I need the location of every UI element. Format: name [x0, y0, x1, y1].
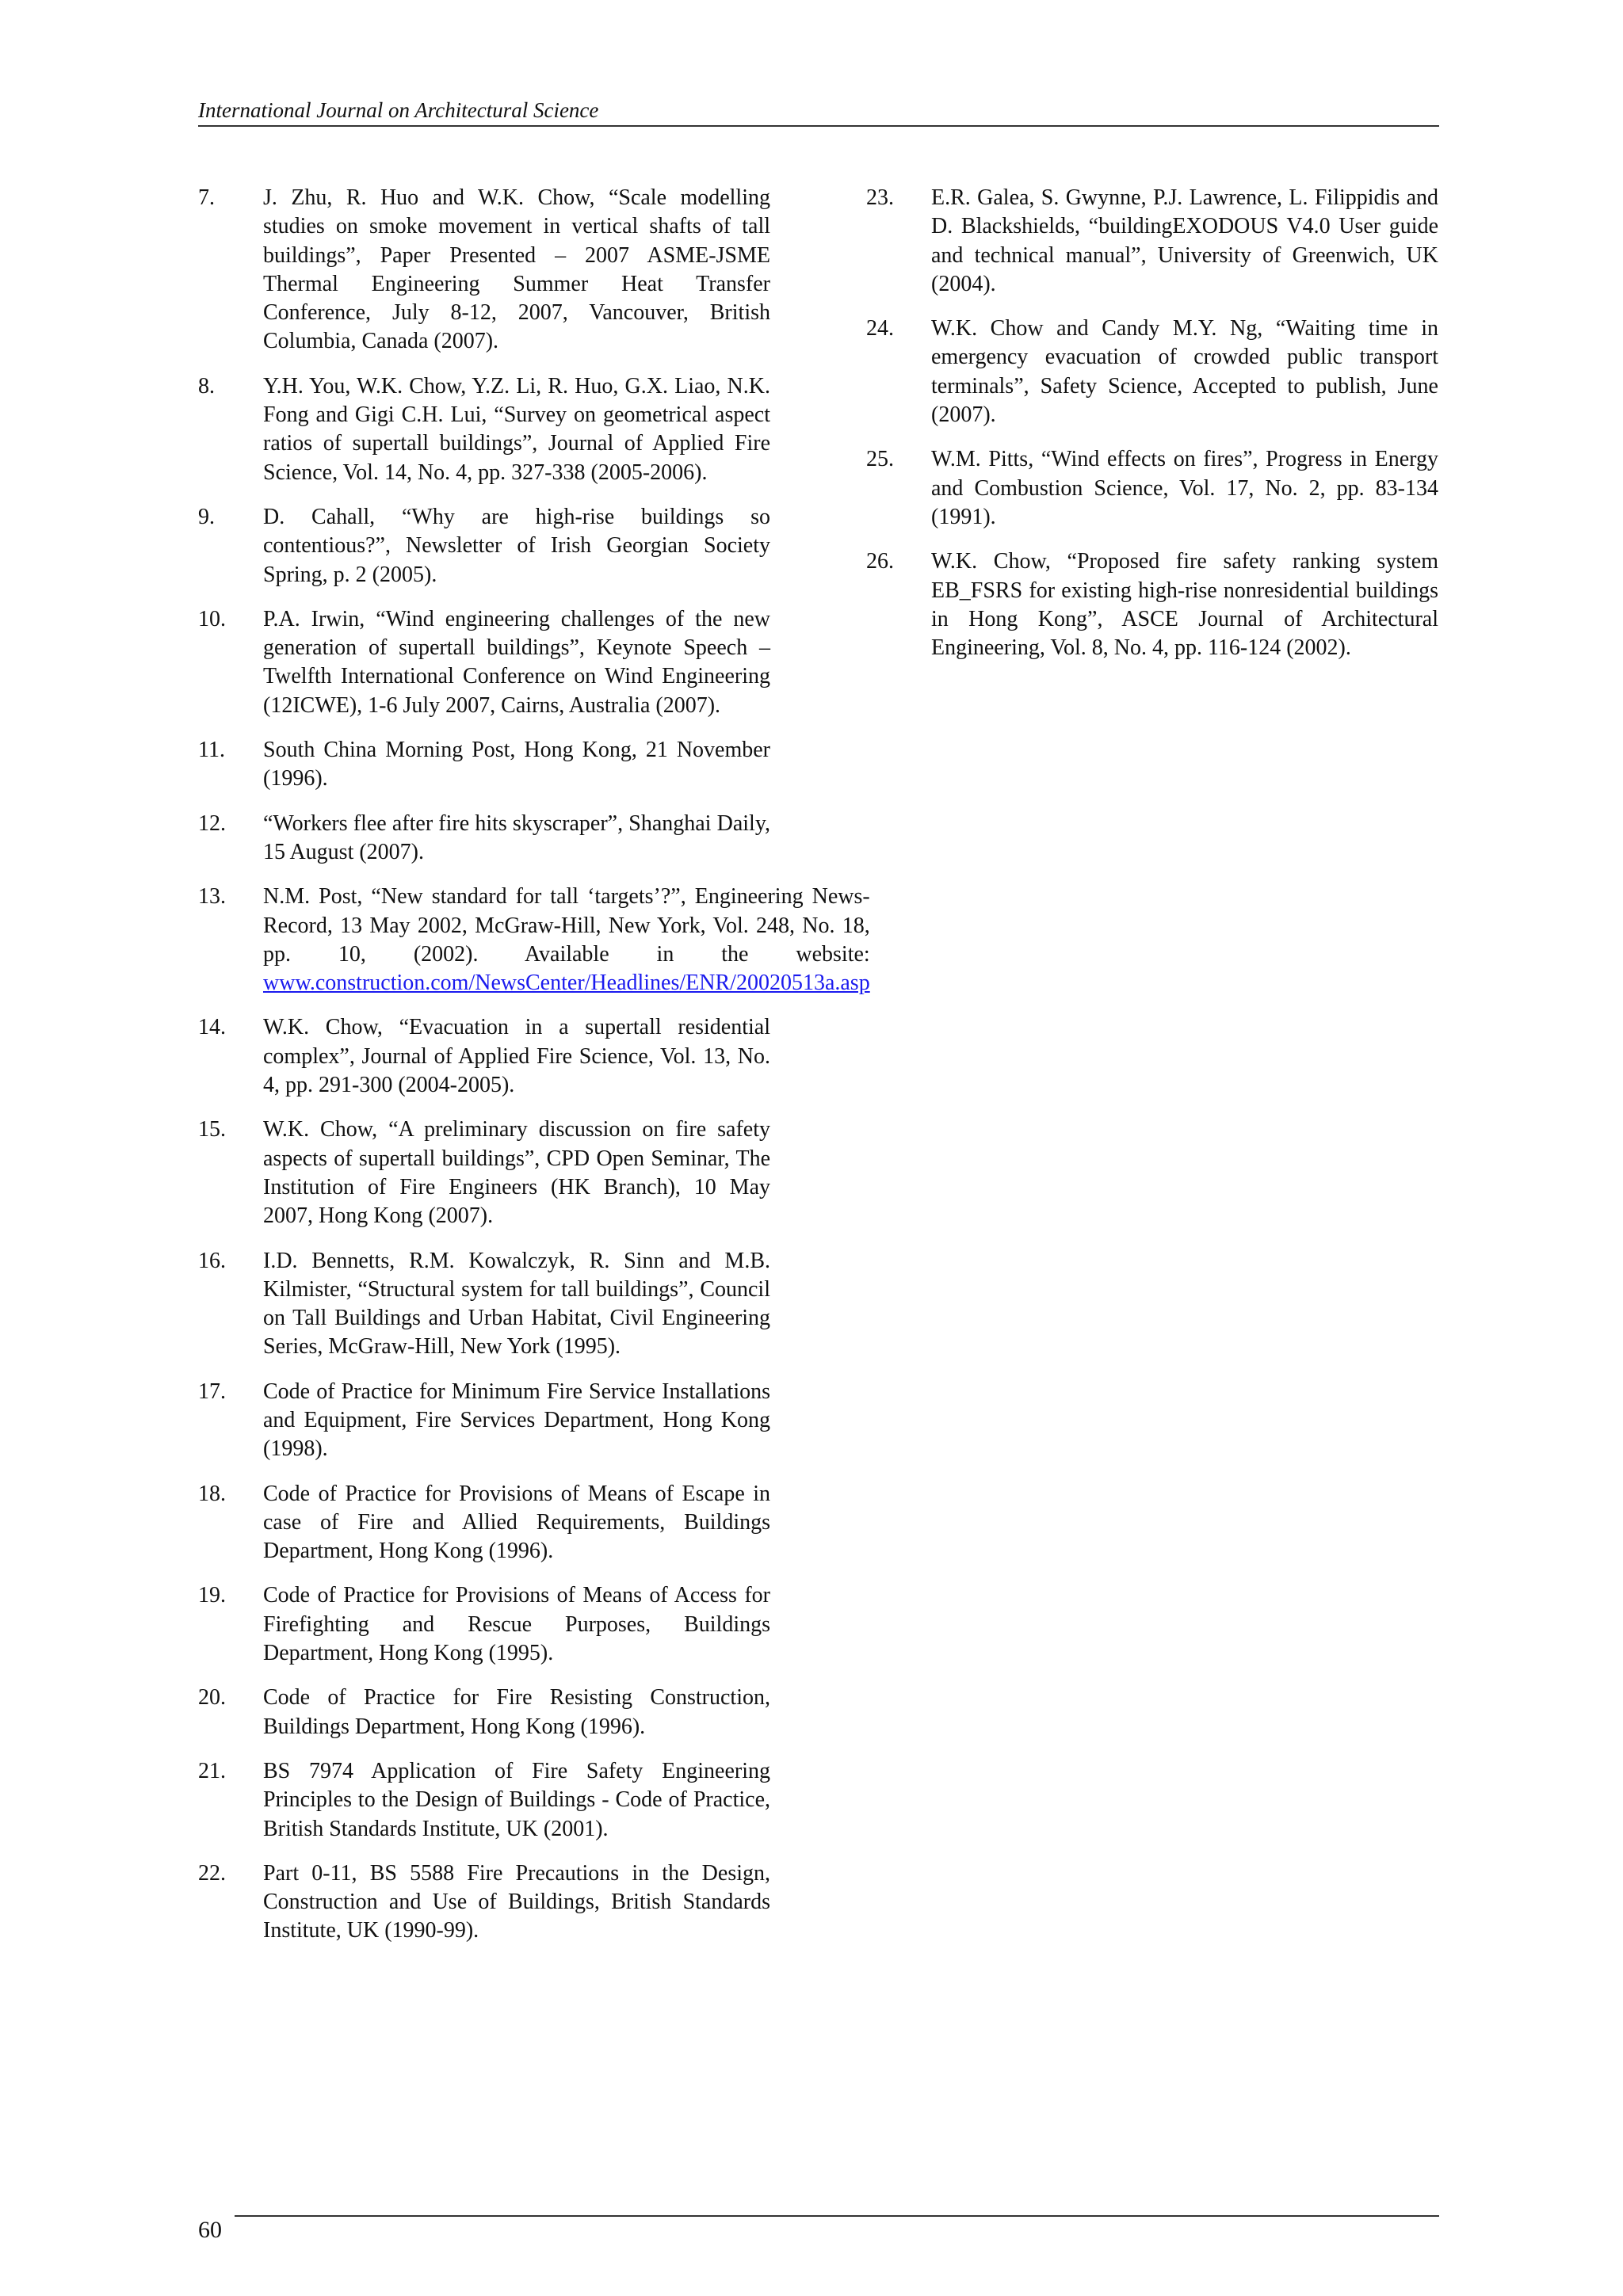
reference-text — [263, 883, 870, 997]
page-number: 60 — [198, 2217, 222, 2243]
journal-title: International Journal on Architectural Science — [198, 98, 599, 122]
reference-number: 23. — [866, 185, 894, 210]
reference-number: 20. — [198, 1685, 226, 1711]
reference-item-11 — [198, 736, 770, 794]
references-column-right — [866, 184, 1438, 678]
reference-text: Code of Practice for Provisions of Means of Escape in case of Fire and Allied Requirements, Buildings Department, Hong Kong (1996). — [263, 1481, 770, 1564]
reference-item-24 — [866, 315, 1438, 429]
reference-text: Code of Practice for Fire Resisting Construction, Buildings Department, Hong Kong (1996). — [263, 1685, 770, 1739]
reference-text: BS 7974 Application of Fire Safety Engineering Principles to the Design of Buildings - Code of Practice, British Standards Institute, UK (2001). — [263, 1758, 770, 1841]
reference-number: 12. — [198, 810, 226, 836]
reference-text: W.M. Pitts, “Wind effects on fires”, Progress in Energy and Combustion Science, Vol. 17, No. 2, pp. 83-134 (1991). — [931, 447, 1438, 529]
references-column-left — [198, 184, 870, 1962]
reference-number: 19. — [198, 1583, 226, 1608]
reference-number: 24. — [866, 316, 894, 341]
reference-text: “Workers flee after fire hits skyscraper”, Shanghai Daily, 15 August (2007). — [263, 810, 770, 864]
reference-item-16 — [198, 1247, 770, 1362]
reference-item-8 — [198, 372, 770, 487]
reference-number: 9. — [198, 504, 215, 529]
reference-number: 10. — [198, 606, 226, 631]
reference-number: 17. — [198, 1379, 226, 1404]
reference-text-body: N.M. Post, “New standard for tall ‘targets’?”, Engineering News-Record, 13 May 2002, McGraw-Hill, New York, Vol. 248, No. 18, pp. 10, (2002). Available in the website: — [263, 884, 870, 967]
reference-item-21 — [198, 1757, 770, 1844]
reference-text: I.D. Bennetts, R.M. Kowalczyk, R. Sinn and M.B. Kilmister, “Structural system for tall buildings”, Council on Tall Buildings and Urban Habitat, Civil Engineering Series, McGraw-Hill, New York (1995). — [263, 1248, 770, 1360]
reference-text: Y.H. You, W.K. Chow, Y.Z. Li, R. Huo, G.X. Liao, N.K. Fong and Gigi C.H. Lui, “Survey on geometrical aspect ratios of supertall buildings”, Journal of Applied Fire Science, Vol. 14, No. 4, pp. 327-338 (2005-2006). — [263, 373, 770, 485]
reference-number: 26. — [866, 549, 894, 574]
reference-number: 11. — [198, 738, 225, 763]
reference-number: 21. — [198, 1758, 226, 1783]
reference-item-23 — [866, 184, 1438, 299]
reference-number: 25. — [866, 447, 894, 472]
reference-text: South China Morning Post, Hong Kong, 21 November (1996). — [263, 738, 770, 791]
reference-text: D. Cahall, “Why are high-rise buildings so contentious?”, Newsletter of Irish Georgian Society Spring, p. 2 (2005). — [263, 504, 770, 587]
reference-text: W.K. Chow, “Proposed fire safety ranking system EB_FSRS for existing high-rise nonresidential buildings in Hong Kong”, ASCE Journal of Architectural Engineering, Vol. 8, No. 4, pp. 116-124 (2002). — [931, 549, 1438, 661]
reference-item-13 — [198, 883, 870, 997]
reference-item-15 — [198, 1116, 770, 1230]
reference-number: 18. — [198, 1481, 226, 1506]
reference-item-25 — [866, 445, 1438, 532]
reference-item-18 — [198, 1480, 770, 1566]
reference-number: 13. — [198, 884, 226, 910]
footer-rule — [235, 2215, 1439, 2217]
reference-text: Code of Practice for Minimum Fire Service Installations and Equipment, Fire Services Department, Hong Kong (1998). — [263, 1379, 770, 1462]
reference-item-10 — [198, 605, 770, 720]
reference-item-12 — [198, 810, 770, 868]
reference-item-14 — [198, 1013, 770, 1100]
reference-number: 16. — [198, 1248, 226, 1273]
reference-number: 7. — [198, 185, 215, 210]
reference-number: 22. — [198, 1860, 226, 1886]
reference-text: Code of Practice for Provisions of Means of Access for Firefighting and Rescue Purposes, Buildings Department, Hong Kong (1995). — [263, 1583, 770, 1666]
reference-item-22 — [198, 1859, 770, 1946]
reference-text: Part 0-11, BS 5588 Fire Precautions in the Design, Construction and Use of Buildings, British Standards Institute, UK (1990-99). — [263, 1860, 770, 1943]
reference-text: P.A. Irwin, “Wind engineering challenges of the new generation of supertall buildings”, Keynote Speech – Twelfth International Conference on Wind Engineering (12ICWE), 1-6 July 2007, Cairns, Australia (2007). — [263, 606, 770, 718]
reference-text: W.K. Chow and Candy M.Y. Ng, “Waiting time in emergency evacuation of crowded public transport terminals”, Safety Science, Accepted to publish, June (2007). — [931, 316, 1438, 428]
reference-item-17 — [198, 1378, 770, 1464]
reference-item-19 — [198, 1581, 770, 1668]
reference-item-7 — [198, 184, 770, 357]
reference-item-9 — [198, 503, 770, 589]
reference-item-26 — [866, 547, 1438, 662]
reference-number: 15. — [198, 1117, 226, 1142]
reference-number: 14. — [198, 1015, 226, 1040]
reference-text: E.R. Galea, S. Gwynne, P.J. Lawrence, L. Filippidis and D. Blackshields, “buildingEXODOUS V4.0 User guide and technical manual”, University of Greenwich, UK (2004). — [931, 185, 1438, 296]
reference-text: J. Zhu, R. Huo and W.K. Chow, “Scale modelling studies on smoke movement in vertical shafts of tall buildings”, Paper Presented – 2007 ASME-JSME Thermal Engineering Summer Heat Transfer Conference, July 8-12, 2007, Vancouver, British Columbia, Canada (2007). — [263, 185, 770, 354]
reference-text: W.K. Chow, “Evacuation in a supertall residential complex”, Journal of Applied Fire Science, Vol. 13, No. 4, pp. 291-300 (2004-2005). — [263, 1015, 770, 1098]
reference-text: W.K. Chow, “A preliminary discussion on fire safety aspects of supertall buildings”, CPD Open Seminar, The Institution of Fire Engineers (HK Branch), 10 May 2007, Hong Kong (2007). — [263, 1117, 770, 1229]
reference-link[interactable]: www.construction.com/NewsCenter/Headlines/ENR/20020513a.asp — [263, 971, 870, 996]
reference-number: 8. — [198, 373, 215, 399]
reference-item-20 — [198, 1684, 770, 1741]
running-header — [198, 98, 1439, 127]
